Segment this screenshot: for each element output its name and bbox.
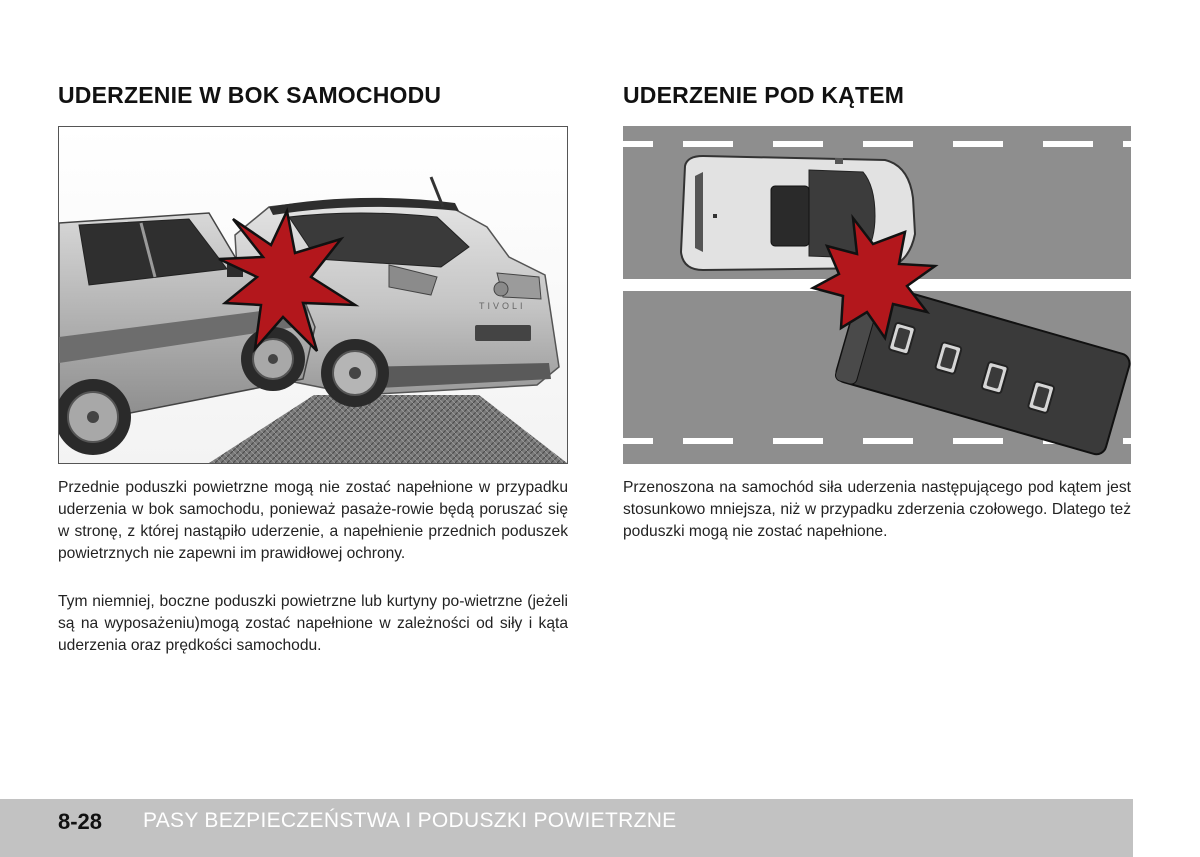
angle-impact-illustration: [623, 126, 1131, 464]
page-number: 8-28: [58, 809, 103, 834]
wheel-front-left: [241, 327, 305, 391]
vehicle-badge: TIVOLI: [479, 301, 526, 311]
angle-impact-title: UDERZENIE POD KĄTEM: [623, 82, 905, 108]
side-impact-illustration: [58, 126, 568, 464]
side-impact-paragraph-2: Tym niemniej, boczne poduszki powietrzne lub kurtyny po-wietrzne (jeżeli są na wyposażeniu)mogą zostać napełnione w zależności od siły i kąta uderzenia oraz prędkości samochodu.: [58, 593, 568, 654]
wheel-rear-suv: [321, 339, 389, 407]
page-footer: [0, 799, 1133, 857]
side-impact-title: UDERZENIE W BOK SAMOCHODU: [58, 82, 442, 108]
angle-impact-paragraph: Przenoszona na samochód siła uderzenia następującego pod kątem jest stosunkowo mniejsza, niż w przypadku zderzenia czołowego. Dlatego też poduszki mogą nie zostać napełnione.: [623, 479, 1131, 540]
side-impact-paragraph-1: Przednie poduszki powietrzne mogą nie zostać napełnione w przypadku uderzenia w bok samochodu, ponieważ pasaże-rowie będą poruszać się w stronę, z której nastąpiło uderzenie, a napełnienie przednich poduszek powietrznych nie zapewni im prawidłowej ochrony.: [58, 479, 568, 562]
chapter-title: PASY BEZPIECZEŃSTWA I PODUSZKI POWIETRZNE: [143, 809, 677, 832]
